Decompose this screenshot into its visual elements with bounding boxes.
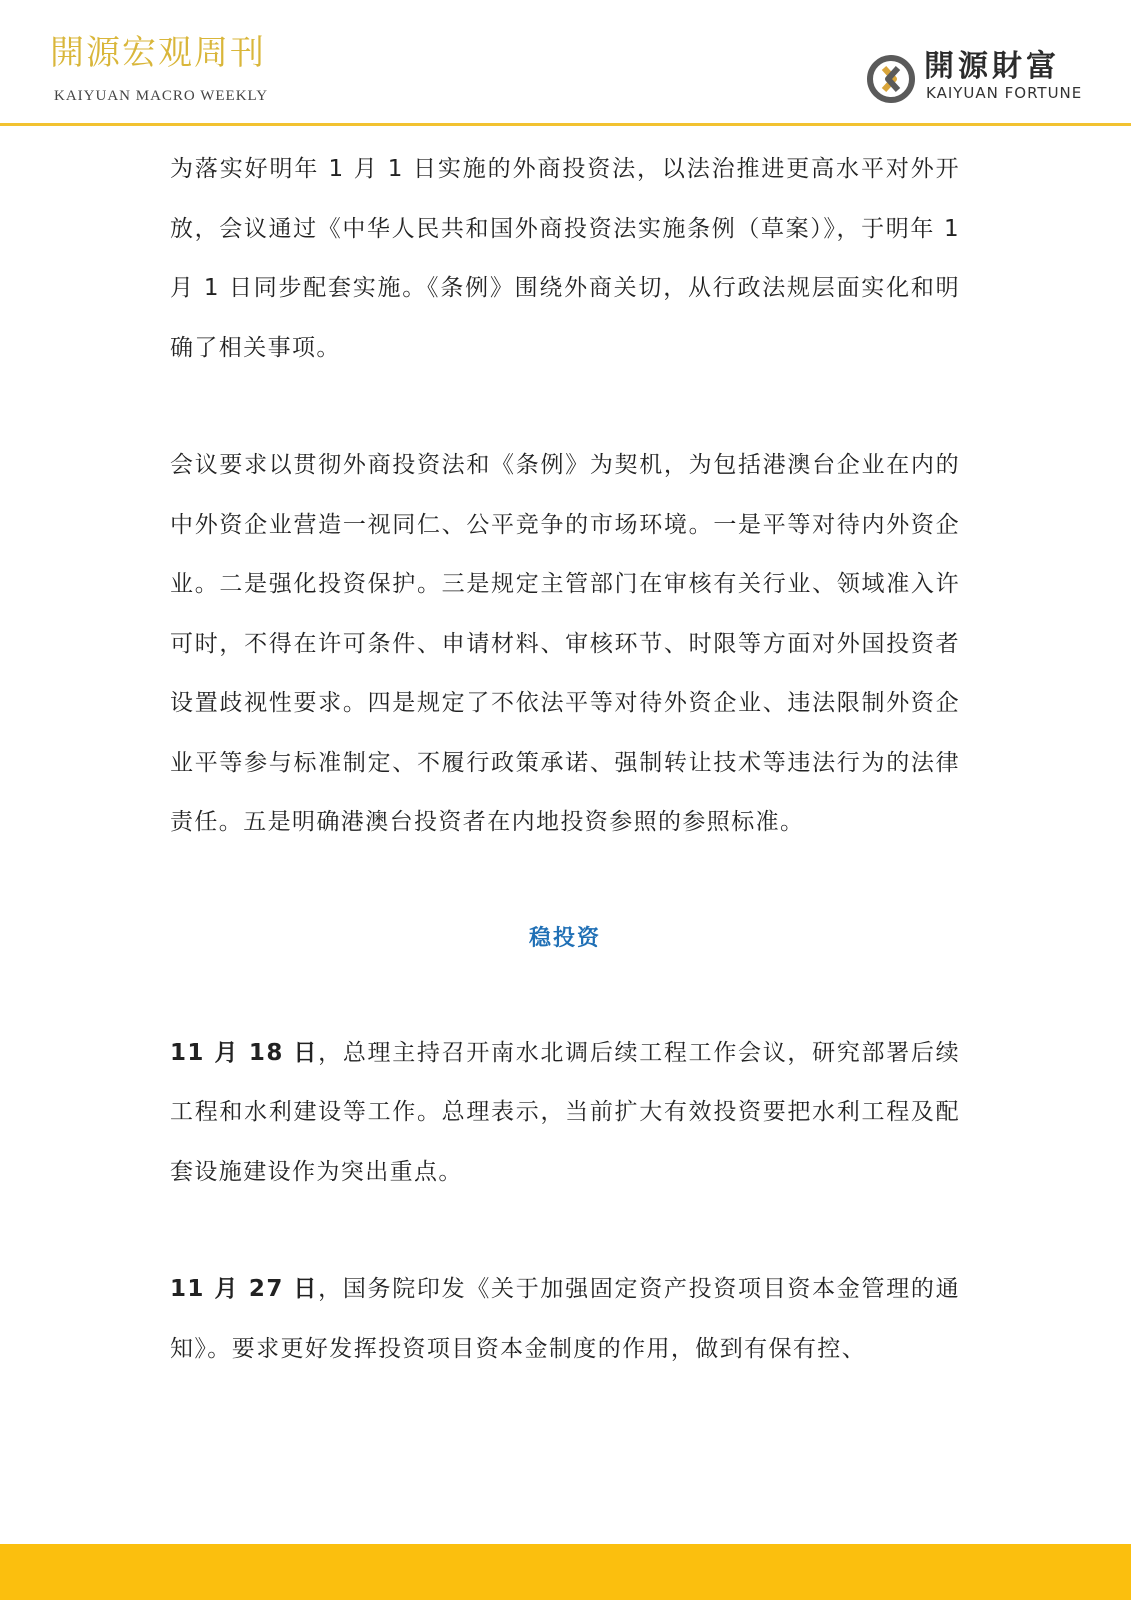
section-item-1 [170, 1024, 960, 1203]
section-item-2 [170, 1260, 960, 1379]
header-divider [0, 123, 1131, 126]
logo-text-cn: 開源財富 [924, 49, 1060, 84]
paragraph-2: 会议要求以贯彻外商投资法和《条例》为契机，为包括港澳台企业在内的中外资企业营造一视同仁、公平竞争的市场环境。一是平等对待内外资企业。二是强化投资保护。三是规定主管部门在审核有关行业、领域准入许可时，不得在许可条件、申请材料、审核环节、时限等方面对外国投资者设置歧视性要求。四是规定了不依法平等对待外资企业、违法限制外资企业平等参与标准制定、不履行政策承诺、强制转让技术等违法行为的法律责任。五是明确港澳台投资者在内地投资参照的参照标准。 [170, 452, 960, 835]
item-text: ，总理主持召开南水北调后续工程工作会议，研究部署后续工程和水利建设等工作。总理表示，当前扩大有效投资要把水利工程及配套设施建设作为突出重点。 [170, 1039, 961, 1185]
section-title: 稳投资 [528, 925, 601, 951]
item-date: 11 月 27 日 [170, 1276, 319, 1302]
kaiyuan-logo-icon [866, 54, 916, 104]
footer-band [0, 1544, 1131, 1600]
item-date: 11 月 18 日 [170, 1039, 319, 1066]
publication-title: 開源宏观周刊 [50, 33, 266, 73]
paragraph-1: 为落实好明年 1 月 1 日实施的外商投资法，以法治推进更高水平对外开放，会议通过《中华人民共和国外商投资法实施条例（草案）》，于明年 1 月 1 日同步配套实施。《条例》围绕外商关切，从行政法规层面实化和明确了相关事项。 [170, 156, 960, 361]
publication-subtitle: KAIYUAN MACRO WEEKLY [54, 88, 269, 104]
company-logo [866, 50, 1106, 106]
logo-text-en: KAIYUAN FORTUNE [926, 84, 1083, 102]
page-header [0, 0, 1131, 126]
article-body [170, 140, 960, 1379]
item-text: ，国务院印发《关于加强固定资产投资项目资本金管理的通知》。要求更好发挥投资项目资本金制度的作用，做到有保有控、 [170, 1276, 961, 1362]
